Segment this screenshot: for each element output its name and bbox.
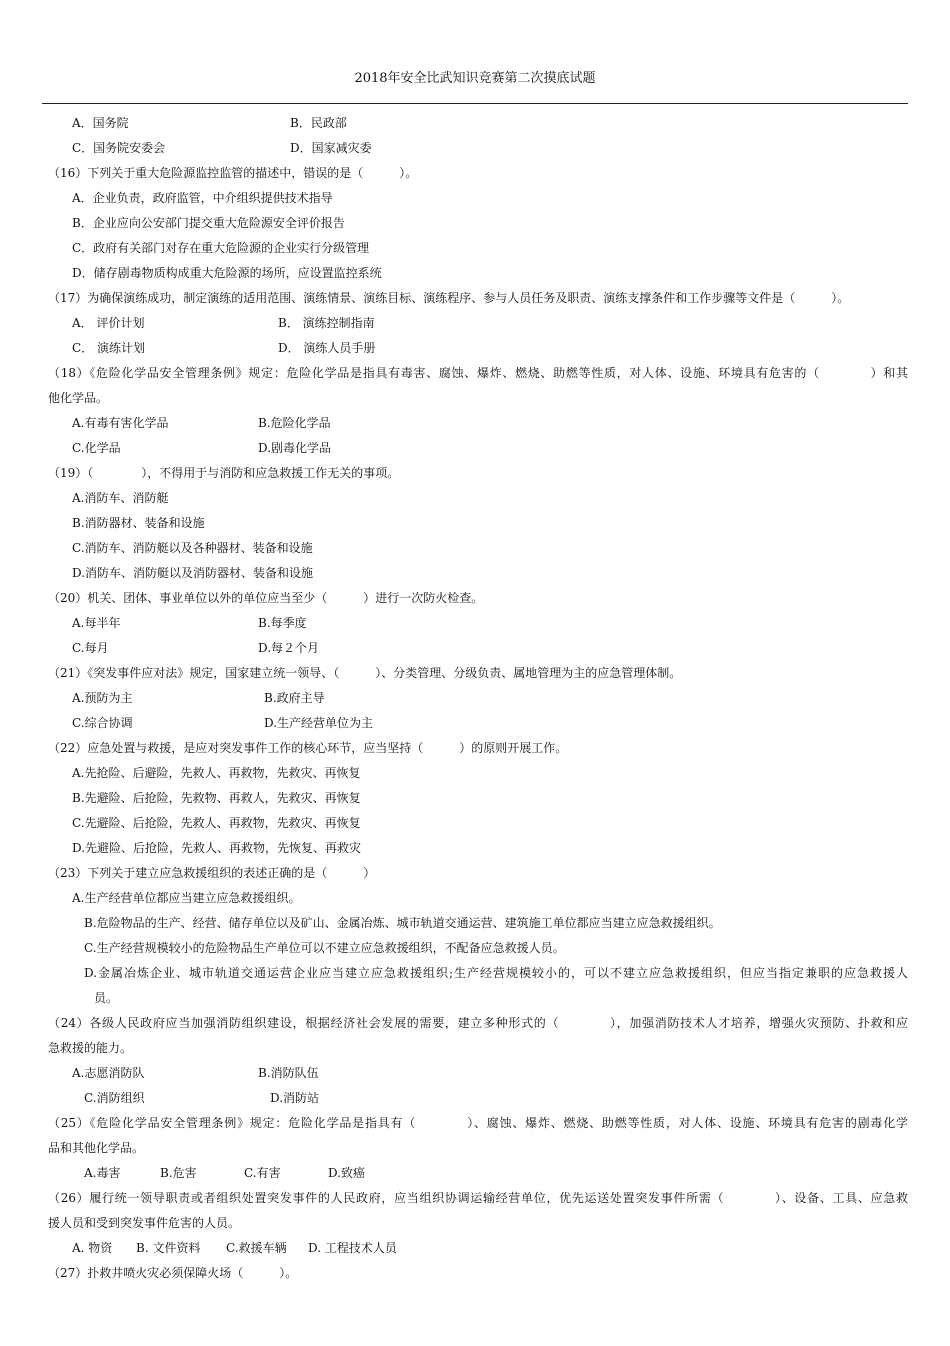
option-text: C． 演练计划 bbox=[72, 341, 145, 355]
question-line bbox=[0, 1136, 950, 1161]
question-text: （19）（ ），不得用于与消防和应急救援工作无关的事项。 bbox=[48, 466, 400, 480]
option-text: D.剧毒化学品 bbox=[258, 441, 332, 455]
question-text: 援人员和受到突发事件危害的人员。 bbox=[48, 1216, 241, 1230]
option-line bbox=[0, 886, 950, 911]
option-line bbox=[0, 211, 950, 236]
option-text: B.政府主导 bbox=[264, 691, 325, 705]
option-text: A.生产经营单位都应当建立应急救援组织。 bbox=[72, 891, 301, 905]
option-text: A.消防车、消防艇 bbox=[72, 491, 169, 505]
option-line bbox=[0, 561, 950, 586]
option-text: C.先避险、后抢险，先救人、再救物，先救灾、再恢复 bbox=[72, 816, 361, 830]
option-text: C.消防车、消防艇以及各种器材、装备和设施 bbox=[72, 541, 313, 555]
option-text: C.化学品 bbox=[72, 441, 121, 455]
option-text: C.消防组织 bbox=[84, 1091, 145, 1105]
question-text: （21）《突发事件应对法》规定，国家建立统一领导、（ ）、分类管理、分级负责、属地管理为主的应急管理体制。 bbox=[48, 666, 682, 680]
option-text: D. 工程技术人员 bbox=[308, 1241, 397, 1255]
option-line bbox=[0, 811, 950, 836]
question-text: （17）为确保演练成功，制定演练的适用范围、演练情景、演练目标、演练程序、参与人员任务及职责、演练支撑条件和工作步骤等文件是（ ）。 bbox=[48, 291, 850, 305]
option-line bbox=[0, 186, 950, 211]
option-pair-line bbox=[0, 111, 950, 136]
option-text: C.综合协调 bbox=[72, 716, 133, 730]
option-text: A． 评价计划 bbox=[72, 316, 145, 330]
option-text: A. 物资 bbox=[72, 1241, 113, 1255]
option-line bbox=[0, 786, 950, 811]
option-text: D.生产经营单位为主 bbox=[264, 716, 374, 730]
question-line bbox=[0, 461, 950, 486]
option-pair-line bbox=[0, 336, 950, 361]
option-text: D.每２个月 bbox=[258, 641, 320, 655]
question-line bbox=[0, 161, 950, 186]
option-text: D.先避险、后抢险，先救人、再救物，先恢复、再救灾 bbox=[72, 841, 362, 855]
question-text: （16）下列关于重大危险源监控监管的描述中，错误的是（ ）。 bbox=[48, 166, 418, 180]
question-line bbox=[0, 286, 950, 311]
option-text: D.消防车、消防艇以及消防器材、装备和设施 bbox=[72, 566, 314, 580]
option-pair-line bbox=[0, 136, 950, 161]
option-text: A.每半年 bbox=[72, 616, 121, 630]
option-text: B．民政部 bbox=[290, 116, 347, 130]
option-text: A.志愿消防队 bbox=[72, 1066, 145, 1080]
option-text: B.危险化学品 bbox=[258, 416, 331, 430]
option-line bbox=[0, 486, 950, 511]
question-line bbox=[0, 386, 950, 411]
option-text: A.预防为主 bbox=[72, 691, 133, 705]
option-text: D.消防站 bbox=[270, 1091, 320, 1105]
question-text: （25）《危险化学品安全管理条例》规定：危险化学品是指具有（ ）、腐蚀、爆炸、燃烧、助燃等性质，对人体、设施、环境具有危害的剧毒化学 bbox=[48, 1116, 908, 1130]
option-text: B. 文件资料 bbox=[136, 1241, 201, 1255]
question-line bbox=[0, 586, 950, 611]
question-line bbox=[0, 736, 950, 761]
question-list bbox=[0, 111, 950, 1286]
option-text: A．国务院 bbox=[72, 116, 129, 130]
question-text: （27）扑救井喷火灾必须保障火场（ ）。 bbox=[48, 1266, 298, 1280]
option-line bbox=[0, 261, 950, 286]
question-line bbox=[0, 1261, 950, 1286]
option-text: D.金属冶炼企业、城市轨道交通运营企业应当建立应急救援组织;生产经营规模较小的，可以不建立应急救援组织，但应当指定兼职的应急救援人 bbox=[84, 966, 908, 980]
option-text: B．企业应向公安部门提交重大危险源安全评价报告 bbox=[72, 216, 345, 230]
question-text: （23）下列关于建立应急救援组织的表述正确的是（ ） bbox=[48, 866, 376, 880]
option-pair-line bbox=[0, 411, 950, 436]
question-line bbox=[0, 1111, 950, 1136]
option-text: C.救援车辆 bbox=[226, 1241, 287, 1255]
option-pair-line bbox=[0, 711, 950, 736]
option-text: D．国家减灾委 bbox=[290, 141, 372, 155]
option-text: B.每季度 bbox=[258, 616, 307, 630]
option-text: C．国务院安委会 bbox=[72, 141, 166, 155]
option-line bbox=[0, 236, 950, 261]
question-line bbox=[0, 1186, 950, 1211]
option-text: C.生产经营规模较小的危险物品生产单位可以不建立应急救援组织，不配备应急救援人员。 bbox=[84, 941, 565, 955]
page-title: 2018年安全比武知识竞赛第二次摸底试题 bbox=[354, 71, 596, 86]
option-text: A.毒害 bbox=[84, 1166, 121, 1180]
question-line bbox=[0, 361, 950, 386]
option-text: B.危害 bbox=[160, 1166, 197, 1180]
option-line bbox=[0, 911, 950, 936]
question-line bbox=[0, 861, 950, 886]
option-text: A.有毒有害化学品 bbox=[72, 416, 169, 430]
option-row-line bbox=[0, 1236, 950, 1261]
option-text: C．政府有关部门对存在重大危险源的企业实行分级管理 bbox=[72, 241, 370, 255]
option-pair-line bbox=[0, 311, 950, 336]
option-text: D．储存剧毒物质构成重大危险源的场所，应设置监控系统 bbox=[72, 266, 382, 280]
question-text: （24）各级人民政府应当加强消防组织建设，根据经济社会发展的需要，建立多种形式的（ ），加强消防技术人才培养，增强火灾预防、扑救和应 bbox=[48, 1016, 908, 1030]
option-line bbox=[0, 511, 950, 536]
question-text: 品和其他化学品。 bbox=[48, 1141, 145, 1155]
header-divider bbox=[42, 103, 908, 104]
option-text: C.每月 bbox=[72, 641, 109, 655]
option-pair-line bbox=[0, 636, 950, 661]
question-line bbox=[0, 1036, 950, 1061]
option-text: B． 演练控制指南 bbox=[278, 316, 375, 330]
option-line bbox=[0, 961, 950, 986]
question-text: 他化学品。 bbox=[48, 391, 109, 405]
question-text: 急救援的能力。 bbox=[48, 1041, 133, 1055]
option-text: D． 演练人员手册 bbox=[278, 341, 376, 355]
question-line bbox=[0, 1011, 950, 1036]
option-row-line bbox=[0, 1161, 950, 1186]
option-text: B.消防器材、装备和设施 bbox=[72, 516, 205, 530]
option-line bbox=[0, 761, 950, 786]
option-line bbox=[0, 936, 950, 961]
option-text: B.危险物品的生产、经营、储存单位以及矿山、金属冶炼、城市轨道交通运营、建筑施工单位都应当建立应急救援组织。 bbox=[84, 916, 721, 930]
option-line bbox=[0, 986, 950, 1011]
option-text: A．企业负责，政府监管，中介组织提供技术指导 bbox=[72, 191, 333, 205]
question-text: （18）《危险化学品安全管理条例》规定：危险化学品是指具有毒害、腐蚀、爆炸、燃烧、助燃等性质，对人体、设施、环境具有危害的（ ）和其 bbox=[48, 366, 908, 380]
option-text: D.致癌 bbox=[328, 1166, 366, 1180]
option-pair-line bbox=[0, 1061, 950, 1086]
option-text: B.先避险、后抢险，先救物、再救人，先救灾、再恢复 bbox=[72, 791, 361, 805]
option-pair-line bbox=[0, 686, 950, 711]
question-text: （22）应急处置与救援，是应对突发事件工作的核心环节，应当坚持（ ）的原则开展工作。 bbox=[48, 741, 568, 755]
option-line bbox=[0, 836, 950, 861]
question-text: （20）机关、团体、事业单位以外的单位应当至少（ ）进行一次防火检查。 bbox=[48, 591, 484, 605]
option-pair-line bbox=[0, 1086, 950, 1111]
option-text: A.先抢险、后避险，先救人、再救物，先救灾、再恢复 bbox=[72, 766, 361, 780]
question-line bbox=[0, 661, 950, 686]
option-text: C.有害 bbox=[244, 1166, 281, 1180]
option-text: B.消防队伍 bbox=[258, 1066, 319, 1080]
option-line bbox=[0, 536, 950, 561]
option-pair-line bbox=[0, 611, 950, 636]
option-text: 员。 bbox=[94, 991, 119, 1005]
question-line bbox=[0, 1211, 950, 1236]
option-pair-line bbox=[0, 436, 950, 461]
question-text: （26）履行统一领导职责或者组织处置突发事件的人民政府，应当组织协调运输经营单位，优先运送处置突发事件所需（ ）、设备、工具、应急救 bbox=[48, 1191, 908, 1205]
